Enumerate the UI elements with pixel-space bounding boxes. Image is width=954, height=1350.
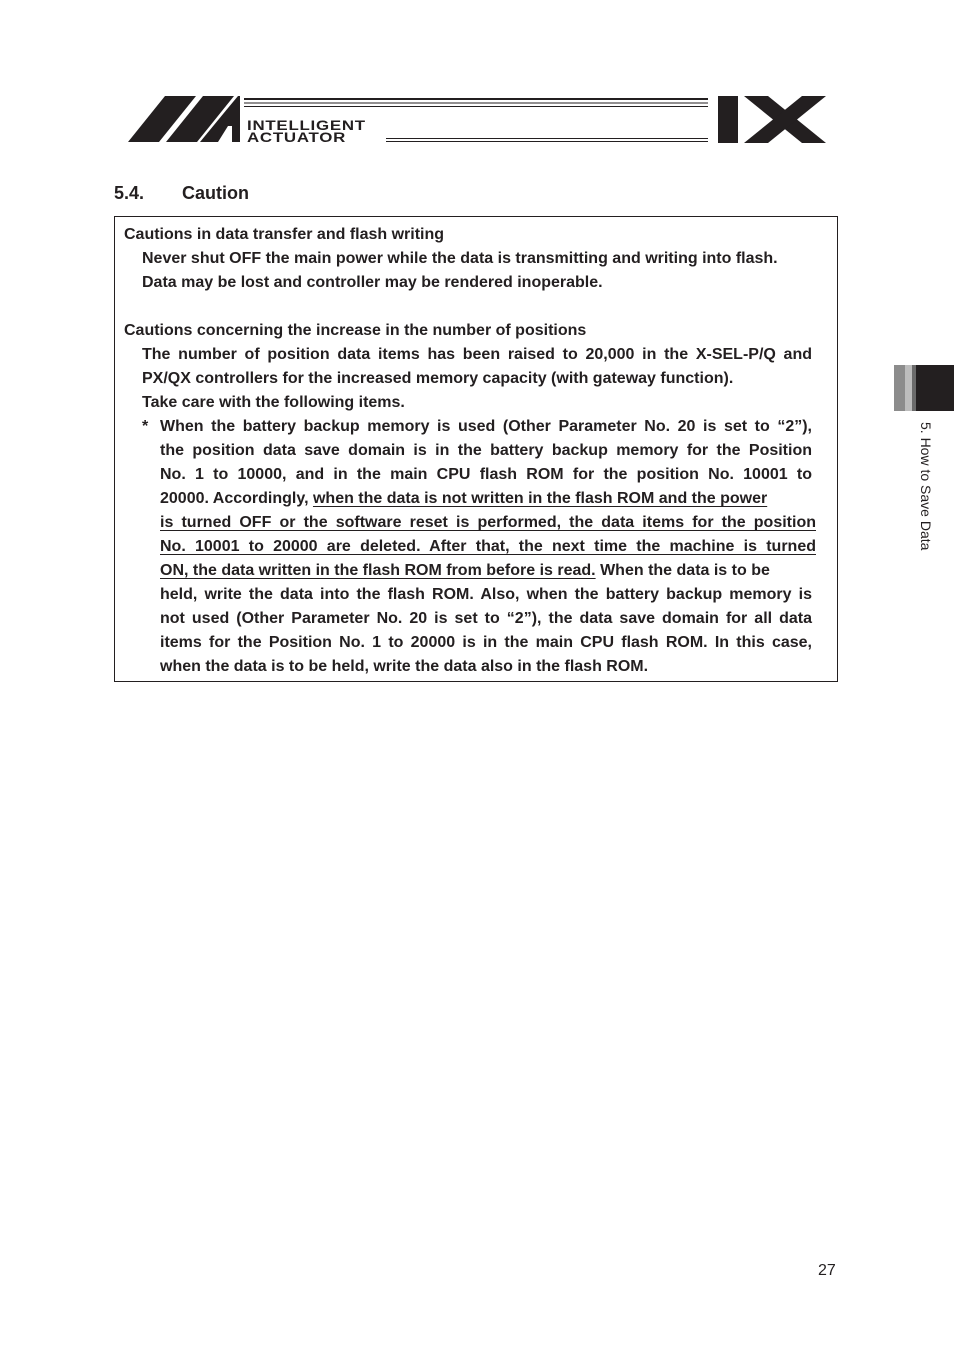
chapter-side-label: 5. How to Save Data <box>918 422 934 551</box>
caution-box <box>114 216 838 682</box>
bullet-text-line <box>160 559 770 583</box>
bullet-text-line: items for the Position No. 1 to 20000 is in the main CPU flash ROM. In this case, <box>160 634 812 651</box>
bullet-marker: * <box>142 418 149 435</box>
bullet-text-underlined: is turned OFF or the software reset is performed, the data items for the position <box>160 514 816 531</box>
caution-text-line: Never shut OFF the main power while the data is transmitting and writing into flash. <box>142 250 778 267</box>
section-heading <box>114 182 249 204</box>
bullet-text-line: when the data is to be held, write the data also in the flash ROM. <box>160 658 649 675</box>
bullet-text-line: held, write the data into the flash ROM. Also, when the battery backup memory is <box>160 586 812 603</box>
bullet-text-line: the position data save domain is in the battery backup memory for the Position <box>160 442 812 459</box>
bullet-text-line: No. 1 to 10000, and in the main CPU flash ROM for the position No. 10001 to <box>160 466 812 483</box>
logo-text-actuator: ACTUATOR <box>247 130 347 145</box>
bullet-text-line: not used (Other Parameter No. 20 is set to “2”), the data save domain for all data <box>160 610 812 627</box>
section-title: Caution <box>182 183 249 203</box>
bullet-text-underlined: ON, the data written in the flash ROM from before is read. <box>160 562 596 579</box>
caution-text-line: Take care with the following items. <box>142 394 405 411</box>
bullet-text-line <box>160 487 767 511</box>
caution-text-line: The number of position data items has been raised to 20,000 in the X-SEL-P/Q and <box>142 346 812 363</box>
page-header <box>0 0 954 160</box>
section-number: 5.4. <box>114 183 145 203</box>
caution-heading-flash-writing: Cautions in data transfer and flash writing <box>124 226 445 243</box>
caution-heading-positions: Cautions concerning the increase in the number of positions <box>124 322 587 339</box>
logo-text-intelligent: INTELLIGENT <box>247 118 366 133</box>
bullet-text-line: When the battery backup memory is used (Other Parameter No. 20 is set to “2”), <box>160 418 812 435</box>
bullet-text-underlined: No. 10001 to 20000 are deleted. After that, the next time the machine is turned <box>160 538 816 555</box>
caution-text-line: PX/QX controllers for the increased memory capacity (with gateway function). <box>142 370 734 387</box>
page-number: 27 <box>818 1262 836 1279</box>
chapter-side-tab <box>894 365 954 411</box>
bullet-text-plain: When the data is to be <box>600 562 770 579</box>
bullet-text-underlined: when the data is not written in the flash ROM and the power <box>312 490 768 507</box>
bullet-text-plain: 20000. Accordingly, <box>160 490 309 507</box>
caution-text-line: Data may be lost and controller may be rendered inoperable. <box>142 274 603 291</box>
intelligent-actuator-logo <box>0 0 954 160</box>
